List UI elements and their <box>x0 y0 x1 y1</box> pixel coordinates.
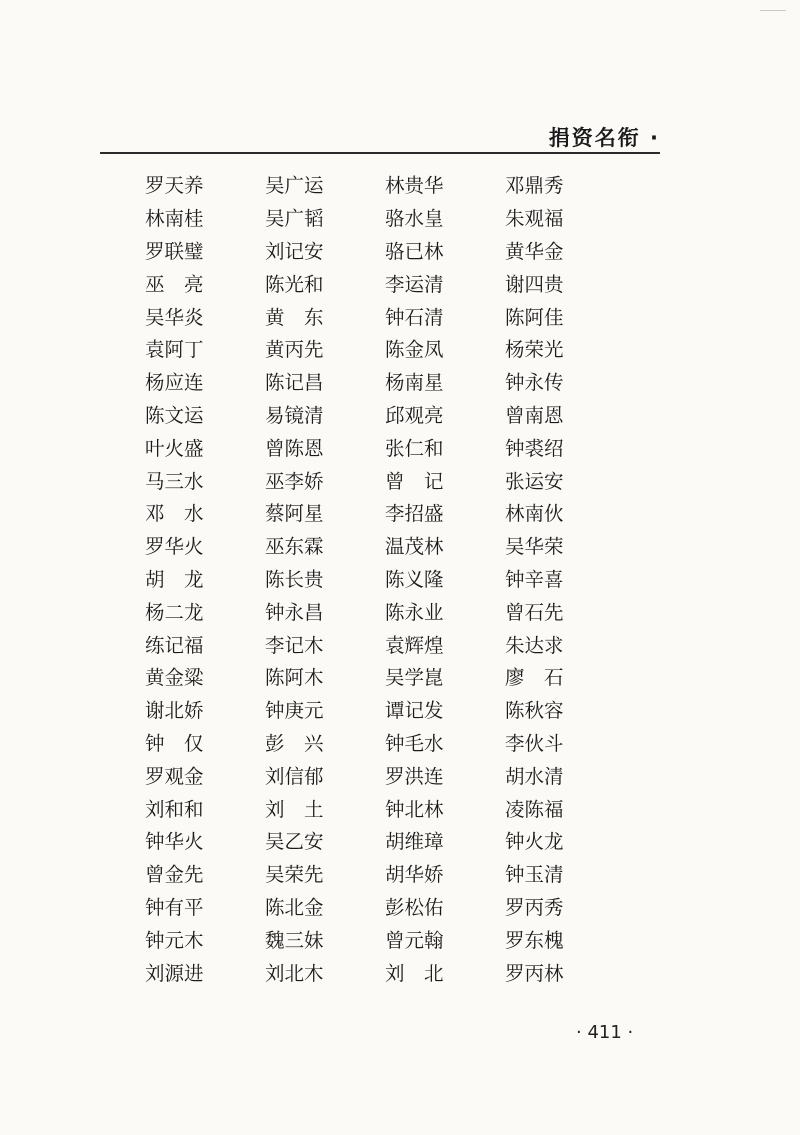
name-row <box>145 564 605 597</box>
donor-name: 黄金粱 <box>145 666 204 690</box>
name-row <box>145 498 605 531</box>
donor-name: 袁阿丁 <box>145 338 204 362</box>
donor-name: 吴学崑 <box>385 666 444 690</box>
donor-name: 黄 东 <box>265 305 324 329</box>
donor-name: 罗联璧 <box>145 239 204 263</box>
donor-name: 叶火盛 <box>145 436 204 460</box>
donor-name: 罗华火 <box>145 535 204 559</box>
donor-name: 张仁和 <box>385 436 444 460</box>
donor-name: 邓 水 <box>145 502 204 526</box>
donor-name: 朱达求 <box>505 633 564 657</box>
donor-name: 钟有平 <box>145 895 204 919</box>
name-row <box>145 367 605 400</box>
header-title: 捐资名衔 · <box>548 126 660 150</box>
donor-name: 彭 兴 <box>265 731 324 755</box>
donor-name: 钟石清 <box>385 305 444 329</box>
donor-name: 钟元木 <box>145 928 204 952</box>
header-rule <box>100 152 660 154</box>
donor-name: 曾石先 <box>505 600 564 624</box>
name-row <box>145 268 605 301</box>
donor-name: 钟北林 <box>385 797 444 821</box>
donor-name: 胡华娇 <box>385 863 444 887</box>
donor-name: 刘信郁 <box>265 764 324 788</box>
donor-name: 杨荣光 <box>505 338 564 362</box>
donor-name: 陈金凤 <box>385 338 444 362</box>
donor-name: 钟永昌 <box>265 600 324 624</box>
donor-name: 巫 亮 <box>145 272 204 296</box>
donor-name: 曾陈恩 <box>265 436 324 460</box>
donor-name: 邱观亮 <box>385 403 444 427</box>
donor-name: 曾南恩 <box>505 403 564 427</box>
donor-name: 温茂林 <box>385 535 444 559</box>
donor-name: 胡维璋 <box>385 830 444 854</box>
donor-name: 马三水 <box>145 469 204 493</box>
donor-name: 曾元翰 <box>385 928 444 952</box>
name-row <box>145 859 605 892</box>
donor-name: 吴荣先 <box>265 863 324 887</box>
donor-name: 陈北金 <box>265 895 324 919</box>
donor-name: 陈秋容 <box>505 699 564 723</box>
donor-name: 黄丙先 <box>265 338 324 362</box>
donor-name: 罗东槐 <box>505 928 564 952</box>
name-row <box>145 924 605 957</box>
donor-name: 陈义隆 <box>385 567 444 591</box>
donor-name: 钟裘绍 <box>505 436 564 460</box>
name-row <box>145 203 605 236</box>
donor-name: 邓鼎秀 <box>505 174 564 198</box>
donor-name: 钟永传 <box>505 371 564 395</box>
donor-name: 杨应连 <box>145 371 204 395</box>
donor-name: 谢北娇 <box>145 699 204 723</box>
name-row <box>145 596 605 629</box>
name-row <box>145 695 605 728</box>
donor-name: 吴华荣 <box>505 535 564 559</box>
donor-name: 陈文运 <box>145 403 204 427</box>
donor-name-list <box>145 170 605 990</box>
donor-name: 陈记昌 <box>265 371 324 395</box>
donor-name: 朱观福 <box>505 207 564 231</box>
donor-name: 陈阿佳 <box>505 305 564 329</box>
donor-name: 李运清 <box>385 272 444 296</box>
donor-name: 李招盛 <box>385 502 444 526</box>
donor-name: 骆水皇 <box>385 207 444 231</box>
name-row <box>145 760 605 793</box>
donor-name: 林贵华 <box>385 174 444 198</box>
donor-name: 刘北木 <box>265 961 324 985</box>
name-row <box>145 957 605 990</box>
donor-name: 易镜清 <box>265 403 324 427</box>
donor-name: 彭松佑 <box>385 895 444 919</box>
name-row <box>145 465 605 498</box>
donor-name: 胡水清 <box>505 764 564 788</box>
name-row <box>145 629 605 662</box>
corner-mark <box>760 2 786 11</box>
donor-name: 钟辛喜 <box>505 567 564 591</box>
donor-name: 吴广运 <box>265 174 324 198</box>
donor-name: 巫东霖 <box>265 535 324 559</box>
donor-name: 蔡阿星 <box>265 502 324 526</box>
name-row <box>145 170 605 203</box>
name-row <box>145 728 605 761</box>
donor-name: 谭记发 <box>385 699 444 723</box>
name-row <box>145 400 605 433</box>
donor-name: 胡 龙 <box>145 567 204 591</box>
donor-name: 黄华金 <box>505 239 564 263</box>
name-row <box>145 334 605 367</box>
donor-name: 陈光和 <box>265 272 324 296</box>
donor-name: 钟庚元 <box>265 699 324 723</box>
name-row <box>145 793 605 826</box>
donor-name: 钟火龙 <box>505 830 564 854</box>
name-row <box>145 826 605 859</box>
donor-name: 刘 北 <box>385 961 444 985</box>
donor-name: 钟华火 <box>145 830 204 854</box>
donor-name: 袁辉煌 <box>385 633 444 657</box>
donor-name: 练记福 <box>145 633 204 657</box>
donor-name: 杨二龙 <box>145 600 204 624</box>
donor-name: 张运安 <box>505 469 564 493</box>
donor-name: 罗天养 <box>145 174 204 198</box>
donor-name: 刘和和 <box>145 797 204 821</box>
donor-name: 凌陈福 <box>505 797 564 821</box>
donor-name: 罗丙秀 <box>505 895 564 919</box>
donor-name: 钟玉清 <box>505 863 564 887</box>
donor-name: 曾金先 <box>145 863 204 887</box>
name-row <box>145 301 605 334</box>
donor-name: 曾 记 <box>385 469 444 493</box>
donor-name: 吴华炎 <box>145 305 204 329</box>
name-row <box>145 892 605 925</box>
donor-name: 吴乙安 <box>265 830 324 854</box>
donor-name: 吴广韬 <box>265 207 324 231</box>
donor-name: 罗洪连 <box>385 764 444 788</box>
donor-name: 李伙斗 <box>505 731 564 755</box>
donor-name: 魏三妹 <box>265 928 324 952</box>
donor-name: 骆已林 <box>385 239 444 263</box>
donor-name: 钟 仅 <box>145 731 204 755</box>
name-row <box>145 236 605 269</box>
donor-name: 陈永业 <box>385 600 444 624</box>
donor-name: 李记木 <box>265 633 324 657</box>
donor-name: 林南桂 <box>145 207 204 231</box>
donor-name: 杨南星 <box>385 371 444 395</box>
donor-name: 罗丙林 <box>505 961 564 985</box>
name-row <box>145 432 605 465</box>
running-header <box>100 118 660 154</box>
donor-name: 谢四贵 <box>505 272 564 296</box>
page-number: · 411 · <box>576 1022 634 1043</box>
name-row <box>145 662 605 695</box>
donor-name: 廖 石 <box>505 666 564 690</box>
donor-name: 林南伙 <box>505 502 564 526</box>
donor-name: 巫李娇 <box>265 469 324 493</box>
donor-name: 刘源进 <box>145 961 204 985</box>
name-row <box>145 531 605 564</box>
donor-name: 钟毛水 <box>385 731 444 755</box>
donor-name: 陈阿木 <box>265 666 324 690</box>
donor-name: 刘 土 <box>265 797 324 821</box>
donor-name: 陈长贵 <box>265 567 324 591</box>
donor-name: 罗观金 <box>145 764 204 788</box>
donor-name: 刘记安 <box>265 239 324 263</box>
